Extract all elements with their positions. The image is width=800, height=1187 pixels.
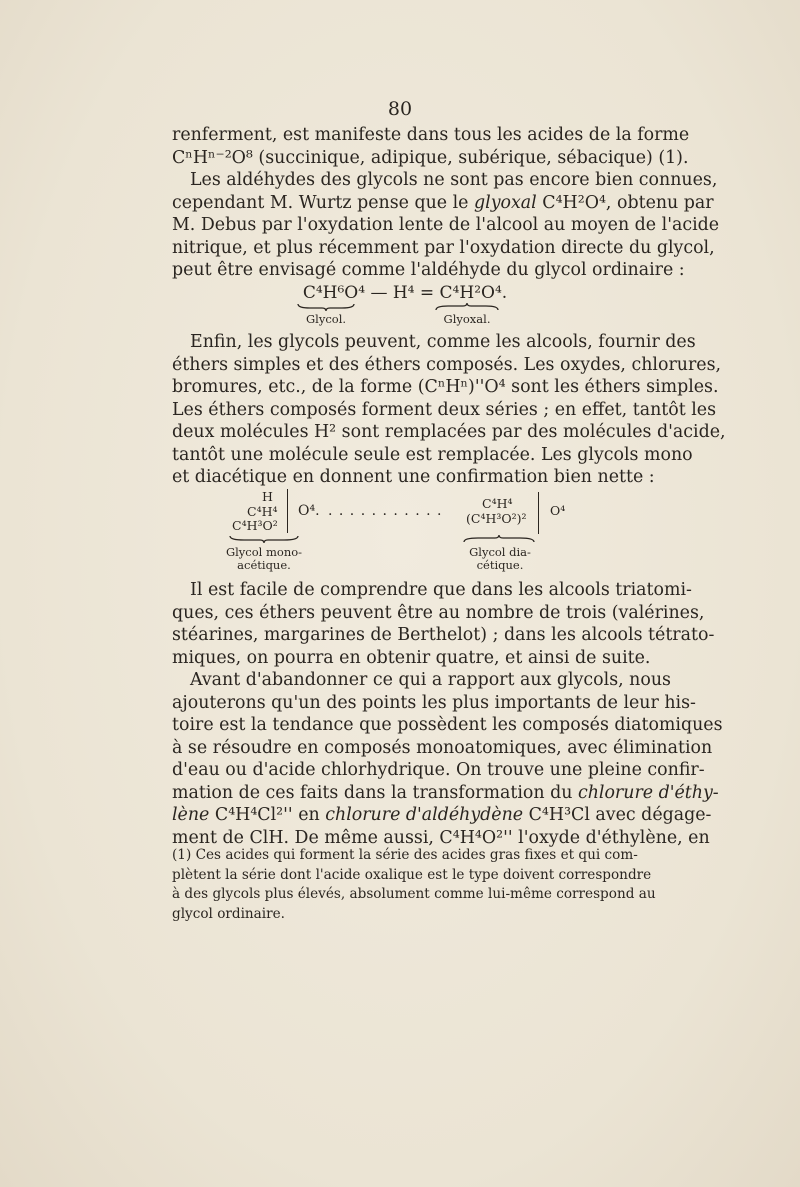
diagram-left-c4h3o2: C⁴H³O²: [232, 518, 278, 533]
text-line: stéarines, margarines de Berthelot) ; dans les alcools tétrato-: [172, 625, 715, 645]
text-line: éthers simples et des éthers composés. Les oxydes, chlorures,: [172, 354, 722, 375]
text-line: Les aldéhydes des glycols ne sont pas encore bien connues,: [190, 170, 718, 190]
diagram-right-bar: [538, 492, 539, 534]
body-text-top: [172, 124, 720, 282]
text-line: M. Debus par l'oxydation lente de l'alcool au moyen de l'acide: [172, 215, 720, 235]
footnote-line: glycol ordinaire.: [172, 905, 285, 922]
label-diacetic-1: Glycol dia-: [469, 545, 531, 559]
text-line: à se résoudre en composés monoatomiques, avec élimination: [172, 737, 713, 758]
diagram-left-bar: [287, 489, 288, 533]
text-line: ques, ces éthers peuvent être au nombre de trois (valérines,: [172, 602, 705, 623]
chlorure-aldehydene-term: chlorure d'aldéhydène: [325, 805, 524, 825]
text-line: bromures, etc., de la forme (CⁿHⁿ)''O⁴ sont les éthers simples.: [172, 377, 719, 397]
text-line: ment de ClH. De même aussi, C⁴H⁴O²'' l'oxyde d'éthylène, en: [172, 827, 710, 848]
footnote: [172, 846, 656, 924]
diagram-dots: . . . . . . . . . . .: [328, 503, 443, 519]
text-line: mation de ces faits dans la transformation du chlorure d'éthy-: [172, 782, 719, 803]
text-line: toire est la tendance que possèdent les composés diatomiques: [172, 715, 723, 735]
text-line: deux molécules H² sont remplacées par des molécules d'acide,: [172, 422, 726, 442]
page-number: 80: [387, 98, 413, 120]
text-line: miques, on pourra en obtenir quatre, et ainsi de suite.: [172, 647, 651, 668]
text-line: d'eau ou d'acide chlorhydrique. On trouve une pleine confir-: [172, 760, 705, 780]
text-line: nitrique, et plus récemment par l'oxydation directe du glycol,: [172, 237, 715, 258]
body-text-bottom: [172, 579, 723, 849]
diagram-left-c4h4: C⁴H⁴: [247, 504, 278, 519]
label-monoacetic-1: Glycol mono-: [225, 545, 303, 559]
text-line: lène C⁴H⁴Cl²'' en chlorure d'aldéhydène C⁴H³Cl avec dégage-: [172, 805, 712, 825]
diagram-left-o4: O⁴.: [298, 503, 320, 519]
label-glycol: Glycol.: [305, 312, 347, 326]
text-line: renferment, est manifeste dans tous les acides de la forme: [172, 125, 690, 145]
text-line: peut être envisagé comme l'aldéhyde du glycol ordinaire :: [172, 260, 685, 280]
text-line: Les éthers composés forment deux séries ; en effet, tantôt les: [172, 399, 717, 420]
brace-diacetic: [462, 534, 536, 544]
text-line: tantôt une molécule seule est remplacée. Les glycols mono: [172, 444, 693, 465]
label-diacetic-2: cétique.: [476, 558, 524, 572]
diagram-h: H: [262, 489, 273, 504]
text-line: et diacétique en donnent une confirmation bien nette :: [172, 467, 655, 487]
label-monoacetic-2: acétique.: [237, 558, 291, 572]
footnote-line: à des glycols plus élevés, absolument comme lui-même correspond au: [172, 886, 656, 902]
text-line: Il est facile de comprendre que dans les alcools triatomi-: [190, 580, 692, 600]
chlorure-ethylene-term: chlorure d'éthy-: [577, 782, 719, 803]
glyoxal-term: glyoxal: [474, 192, 537, 213]
diagram-right-c4h4: C⁴H⁴: [482, 496, 513, 511]
brace-monoacetic: [228, 534, 300, 544]
label-glyoxal: Glyoxal.: [443, 312, 491, 326]
glyoxal-formula: C⁴H⁶O⁴ — H⁴ = C⁴H²O⁴.: [302, 283, 508, 303]
brace-glycol: [296, 302, 356, 312]
text-line: ajouterons qu'un des points les plus importants de leur his-: [172, 692, 696, 713]
text-line: Enfin, les glycols peuvent, comme les alcools, fournir des: [190, 332, 696, 352]
text-line: Avant d'abandonner ce qui a rapport aux glycols, nous: [190, 670, 671, 690]
brace-glyoxal: [434, 302, 500, 312]
footnote-line: plètent la série dont l'acide oxalique est le type doivent correspondre: [172, 866, 652, 883]
footnote-line: (1) Ces acides qui forment la série des acides gras fixes et qui com-: [172, 847, 638, 863]
diagram-right-o4: O⁴: [550, 503, 566, 518]
text-line: cependant M. Wurtz pense que le glyoxal C⁴H²O⁴, obtenu par: [172, 192, 714, 213]
body-text-middle: [172, 331, 726, 489]
text-line: CⁿHⁿ⁻²O⁸ (succinique, adipique, subérique, sébacique) (1).: [172, 147, 689, 168]
diagram-right-c4h3o2: (C⁴H³O²)²: [466, 511, 527, 526]
